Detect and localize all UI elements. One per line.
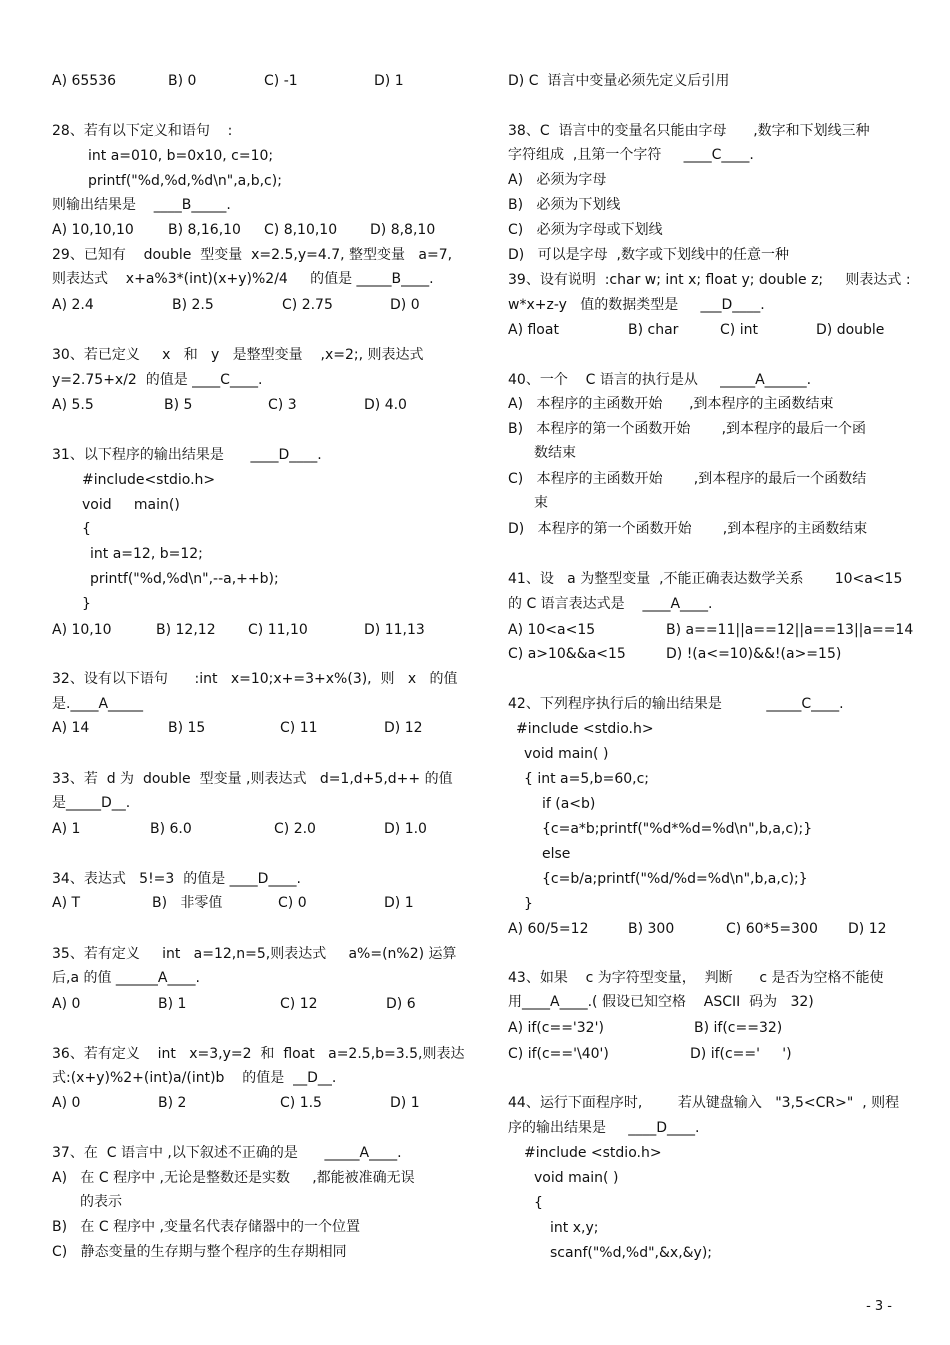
- text-line: 32、设有以下语句 :int x=10;x+=3+x%(3), 则 x 的值: [52, 671, 458, 687]
- text-line: 数结束: [534, 445, 576, 461]
- answer-option: B) a==11||a==12||a==13||a==14: [666, 622, 914, 638]
- text-line: 31、以下程序的输出结果是 ____D____.: [52, 447, 322, 463]
- text-line: A) 本程序的主函数开始 ,到本程序的主函数结束: [508, 396, 834, 412]
- answer-options: [508, 321, 903, 339]
- answer-option: D) 6: [386, 996, 416, 1012]
- answer-option: A) 10,10: [52, 622, 112, 638]
- answer-option: D) 0: [390, 297, 420, 313]
- answer-option: C) 60*5=300: [726, 921, 818, 937]
- text-line: w*x+z-y 值的数据类型是 ___D____.: [508, 297, 765, 313]
- text-line: 的 C 语言表达式是 ____A____.: [508, 596, 713, 612]
- text-line: 42、下列程序执行后的输出结果是 _____C____.: [508, 696, 844, 712]
- answer-option: A) if(c=='32'): [508, 1020, 604, 1036]
- page-number: - 3 -: [866, 1299, 892, 1314]
- answer-options: [508, 621, 914, 639]
- text-line: 29、已知有 double 型变量 x=2.5,y=4.7, 整型变量 a=7,: [52, 247, 453, 263]
- text-line: A) 必须为字母: [508, 172, 607, 188]
- text-line: 用____A____.( 假设已知空格 ASCII 码为 32): [508, 994, 814, 1010]
- answer-option: D) double: [816, 322, 885, 338]
- answer-options: [52, 894, 447, 912]
- text-line: #include <stdio.h>: [524, 1145, 662, 1161]
- text-line: }: [82, 596, 91, 612]
- answer-option: D) 12: [384, 720, 423, 736]
- answer-option: C) 0: [278, 895, 307, 911]
- answer-option: C) 2.75: [282, 297, 333, 313]
- answer-option: D) 1: [384, 895, 414, 911]
- answer-options: [52, 719, 447, 737]
- answer-option: D) 12: [848, 921, 887, 937]
- answer-option: B) if(c==32): [694, 1020, 783, 1036]
- answer-options: [52, 72, 447, 90]
- answer-option: C) int: [720, 322, 758, 338]
- text-line: 39、设有说明 :char w; int x; float y; double z; 则表达式 :: [508, 272, 911, 288]
- answer-option: C) if(c=='\40'): [508, 1046, 609, 1062]
- text-line: D) 本程序的第一个函数开始 ,到本程序的主函数结束: [508, 521, 868, 537]
- text-line: 的表示: [80, 1194, 122, 1210]
- text-line: {: [82, 521, 91, 537]
- text-line: #include<stdio.h>: [82, 472, 216, 488]
- text-line: printf("%d,%d\n",--a,++b);: [90, 571, 279, 587]
- answer-option: B) char: [628, 322, 679, 338]
- answer-option: B) 2: [158, 1095, 187, 1111]
- text-line: int x,y;: [550, 1220, 599, 1236]
- answer-option: C) 12: [280, 996, 318, 1012]
- text-line: B) 必须为下划线: [508, 197, 621, 213]
- answer-option: A) 14: [52, 720, 90, 736]
- text-line: 式:(x+y)%2+(int)a/(int)b 的值是 __D__.: [52, 1070, 337, 1086]
- answer-options: [52, 621, 447, 639]
- answer-option: C) 1.5: [280, 1095, 322, 1111]
- answer-options: [508, 1045, 903, 1063]
- answer-option: B) 300: [628, 921, 675, 937]
- text-line: }: [524, 896, 533, 912]
- text-line: {c=b/a;printf("%d/%d=%d\n",b,a,c);}: [542, 871, 808, 887]
- text-line: 则表达式 x+a%3*(int)(x+y)%2/4 的值是 _____B____.: [52, 271, 434, 287]
- answer-option: A) 10,10,10: [52, 222, 134, 238]
- text-line: 41、设 a 为整型变量 ,不能正确表达数学关系 10<a<15: [508, 571, 903, 587]
- text-line: B) 本程序的第一个函数开始 ,到本程序的最后一个函: [508, 421, 867, 437]
- answer-options: [508, 1019, 903, 1037]
- text-line: B) 在 C 程序中 ,变量名代表存储器中的一个位置: [52, 1219, 360, 1235]
- answer-option: C) 3: [268, 397, 297, 413]
- text-line: 43、如果 c 为字符型变量， 判断 c 是否为空格不能使: [508, 970, 884, 986]
- text-line: C) 必须为字母或下划线: [508, 222, 663, 238]
- text-line: {: [534, 1195, 543, 1211]
- answer-option: A) 0: [52, 996, 81, 1012]
- answer-options: [508, 920, 903, 938]
- answer-option: D) 1: [374, 73, 404, 89]
- text-line: 28、若有以下定义和语句 :: [52, 123, 233, 139]
- text-line: 是.____A_____: [52, 696, 144, 712]
- answer-option: B) 0: [168, 73, 197, 89]
- text-line: A) 在 C 程序中 ,无论是整数还是实数 ,都能被准确无误: [52, 1170, 415, 1186]
- text-line: #include <stdio.h>: [516, 721, 654, 737]
- text-line: scanf("%d,%d",&x,&y);: [550, 1245, 713, 1261]
- text-line: 序的输出结果是 ____D____.: [508, 1120, 700, 1136]
- answer-option: B) 6.0: [150, 821, 192, 837]
- answer-option: C) 2.0: [274, 821, 316, 837]
- answer-option: B) 12,12: [156, 622, 216, 638]
- answer-option: B) 非零值: [152, 895, 223, 911]
- answer-option: C) a>10&&a<15: [508, 646, 626, 662]
- answer-option: A) 10<a<15: [508, 622, 596, 638]
- text-line: 34、表达式 5!=3 的值是 ____D____.: [52, 871, 301, 887]
- text-line: 30、若已定义 x 和 y 是整型变量 ,x=2;, 则表达式: [52, 347, 424, 363]
- answer-option: D) 1.0: [384, 821, 427, 837]
- text-line: { int a=5,b=60,c;: [524, 771, 650, 787]
- answer-option: A) 60/5=12: [508, 921, 589, 937]
- answer-option: A) 1: [52, 821, 81, 837]
- text-line: int a=010, b=0x10, c=10;: [88, 148, 274, 164]
- text-line: y=2.75+x/2 的值是 ____C____.: [52, 372, 263, 388]
- answer-options: [52, 396, 447, 414]
- text-line: 字符组成 ,且第一个字符 ____C____.: [508, 147, 754, 163]
- text-line: 40、一个 C 语言的执行是从 _____A______.: [508, 372, 812, 388]
- text-line: 38、C 语言中的变量名只能由字母 ,数字和下划线三种: [508, 123, 870, 139]
- text-line: 35、若有定义 int a=12,n=5,则表达式 a%=(n%2) 运算: [52, 946, 457, 962]
- answer-option: D) !(a<=10)&&!(a>=15): [666, 646, 842, 662]
- answer-option: D) 1: [390, 1095, 420, 1111]
- answer-options: [52, 820, 447, 838]
- text-line: 44、运行下面程序时, 若从键盘输入 "3,5<CR>" , 则程: [508, 1095, 900, 1111]
- answer-options: [52, 995, 447, 1013]
- answer-option: B) 8,16,10: [168, 222, 241, 238]
- answer-option: B) 2.5: [172, 297, 214, 313]
- answer-option: A) 65536: [52, 73, 117, 89]
- answer-option: B) 5: [164, 397, 193, 413]
- answer-option: B) 1: [158, 996, 187, 1012]
- answer-options: [52, 221, 447, 239]
- answer-option: A) 2.4: [52, 297, 94, 313]
- text-line: 后,a 的值 ______A____.: [52, 970, 200, 986]
- text-line: {c=a*b;printf("%d*%d=%d\n",b,a,c);}: [542, 821, 813, 837]
- text-line: C) 本程序的主函数开始 ,到本程序的最后一个函数结: [508, 471, 867, 487]
- text-line: C) 静态变量的生存期与整个程序的生存期相同: [52, 1244, 347, 1260]
- answer-option: B) 15: [168, 720, 206, 736]
- text-line: D) 可以是字母 ,数字或下划线中的任意一种: [508, 247, 789, 263]
- answer-option: C) 8,10,10: [264, 222, 338, 238]
- answer-option: D) 8,8,10: [370, 222, 436, 238]
- text-line: 是_____D__.: [52, 795, 131, 811]
- text-line: int a=12, b=12;: [90, 546, 203, 562]
- answer-options: [52, 1094, 447, 1112]
- answer-option: D) 4.0: [364, 397, 407, 413]
- text-line: 束: [534, 495, 548, 511]
- text-line: D) C 语言中变量必须先定义后引用: [508, 73, 730, 89]
- text-line: 则输出结果是 ____B_____.: [52, 197, 231, 213]
- answer-option: D) if(c==' '): [690, 1046, 792, 1062]
- answer-option: C) 11,10: [248, 622, 308, 638]
- answer-option: C) -1: [264, 73, 298, 89]
- text-line: void main( ): [534, 1170, 619, 1186]
- answer-option: A) 0: [52, 1095, 81, 1111]
- text-line: 33、若 d 为 double 型变量 ,则表达式 d=1,d+5,d++ 的值: [52, 771, 453, 787]
- text-line: if (a<b): [542, 796, 596, 812]
- text-line: 36、若有定义 int x=3,y=2 和 float a=2.5,b=3.5,则表达: [52, 1046, 465, 1062]
- answer-options: [52, 296, 447, 314]
- text-line: printf("%d,%d,%d\n",a,b,c);: [88, 173, 282, 189]
- answer-option: A) 5.5: [52, 397, 94, 413]
- answer-option: D) 11,13: [364, 622, 425, 638]
- text-line: void main(): [82, 497, 180, 513]
- text-line: else: [542, 846, 571, 862]
- answer-option: A) T: [52, 895, 81, 911]
- text-line: void main( ): [524, 746, 609, 762]
- text-line: 37、在 C 语言中 ,以下叙述不正确的是 _____A____.: [52, 1145, 402, 1161]
- answer-option: C) 11: [280, 720, 318, 736]
- answer-option: A) float: [508, 322, 559, 338]
- answer-options: [508, 645, 903, 663]
